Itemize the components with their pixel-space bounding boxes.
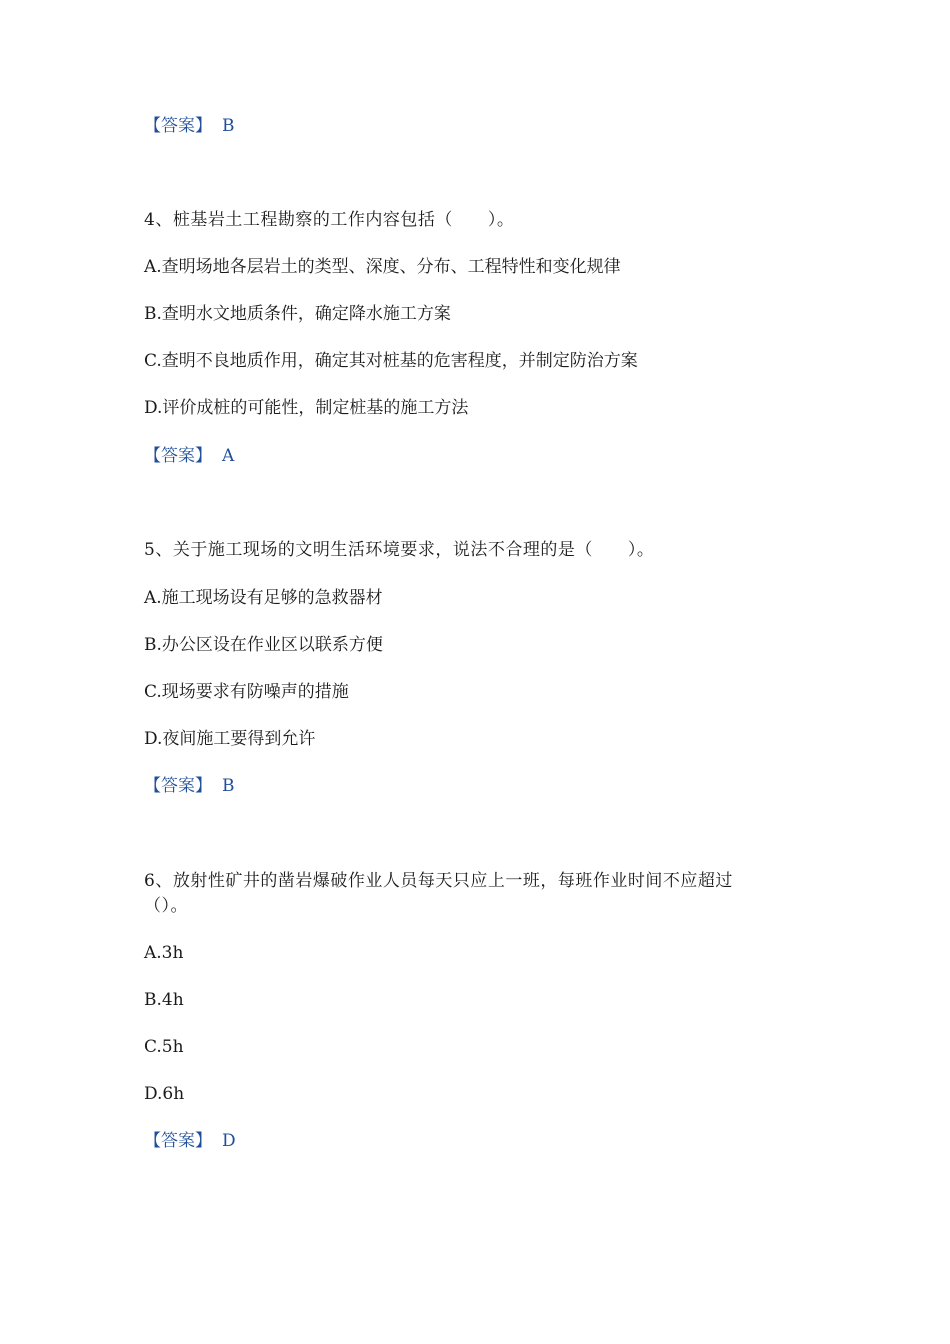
answer-value: B [222,116,235,136]
question-6-answer-line [144,1130,236,1152]
question-6-option-c: C.5h [144,1037,184,1057]
question-5-option-c: C.现场要求有防噪声的措施 [144,682,349,702]
answer-label: 【答案】 [144,116,212,136]
question-5-option-b: B.办公区设在作业区以联系方便 [144,635,383,655]
answer-value: D [222,1131,236,1151]
question-6-option-d: D.6h [144,1084,185,1104]
question-5-text: 5、关于施工现场的文明生活环境要求，说法不合理的是（ ）。 [144,540,655,560]
question-4-answer-line [144,445,234,467]
answer-label: 【答案】 [144,776,212,796]
question-4-option-c: C.查明不良地质作用，确定其对桩基的危害程度，并制定防治方案 [144,351,638,371]
question-6-option-a: A.3h [144,943,184,963]
answer-label: 【答案】 [144,1131,212,1151]
answer-value: B [222,776,235,796]
question-4-option-a: A.查明场地各层岩土的类型、深度、分布、工程特性和变化规律 [144,257,621,277]
question-4-option-b: B.查明水文地质条件，确定降水施工方案 [144,304,451,324]
question-4-text: 4、桩基岩土工程勘察的工作内容包括（ ）。 [144,210,515,230]
question-5-answer-line [144,775,235,797]
question-6-option-b: B.4h [144,990,184,1010]
question-6-text-line2: （）。 [144,896,188,916]
question-4-option-d: D.评价成桩的可能性，制定桩基的施工方法 [144,398,469,418]
question-5-option-d: D.夜间施工要得到允许 [144,729,316,749]
answer-value: A [222,446,235,466]
answer-line [144,115,235,137]
question-5-option-a: A.施工现场设有足够的急救器材 [144,588,383,608]
question-6-text-line1: 6、放射性矿井的凿岩爆破作业人员每天只应上一班，每班作业时间不应超过 [144,871,733,891]
answer-label: 【答案】 [144,446,212,466]
